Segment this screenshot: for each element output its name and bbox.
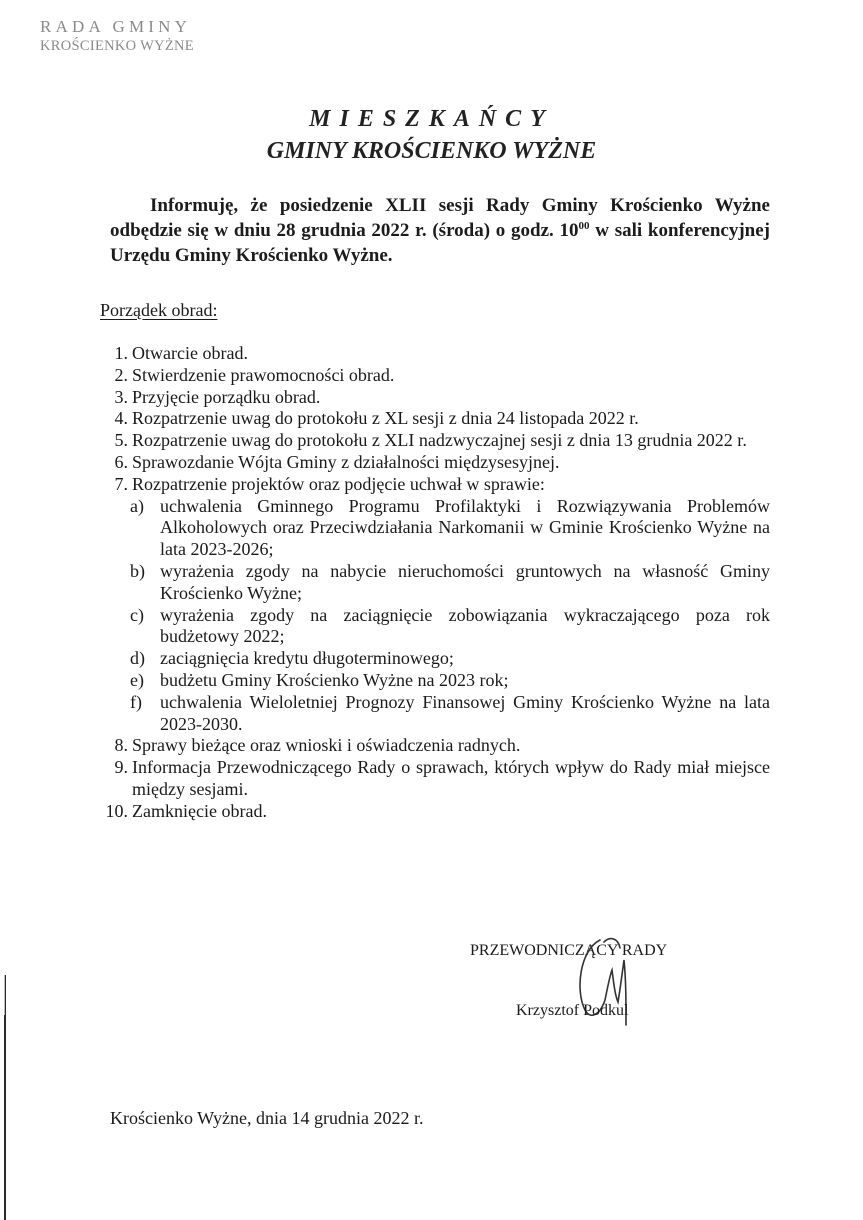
agenda-item xyxy=(100,408,770,430)
subitem-text: uchwalenia Gminnego Programu Profilaktyki i Rozwiązywania Problemów Alkoholowych oraz Przeciwdziałania Narkomanii w Gminie Krościenko Wyżne na lata 2023-2026; xyxy=(160,495,770,560)
item-number: 2. xyxy=(114,364,128,385)
item-number: 5. xyxy=(114,430,128,451)
agenda-item xyxy=(100,474,770,496)
letterhead xyxy=(40,18,194,54)
item-number: 10. xyxy=(105,800,128,821)
subitem-letter: d) xyxy=(130,648,145,669)
item-text: Rozpatrzenie uwag do protokołu z XLI nadzwyczajnej sesji z dnia 13 grudnia 2022 r. xyxy=(132,430,747,451)
item-text: Otwarcie obrad. xyxy=(132,343,248,363)
item-number: 1. xyxy=(114,343,128,363)
scan-edge-line-faint xyxy=(4,975,5,1015)
subitem-letter: f) xyxy=(130,691,142,712)
agenda-subitem xyxy=(130,496,770,561)
item-text: Sprawy bieżące oraz wnioski i oświadczenia radnych. xyxy=(132,735,521,756)
agenda-item xyxy=(100,343,770,365)
item-number: 4. xyxy=(114,408,128,429)
agenda-item xyxy=(100,430,770,452)
item-text: Rozpatrzenie uwag do protokołu z XL sesji z dnia 24 listopada 2022 r. xyxy=(132,408,639,429)
subitem-text: zaciągnięcia kredytu długoterminowego; xyxy=(160,648,454,669)
agenda-subitem xyxy=(130,692,770,736)
subitem-letter: b) xyxy=(130,560,145,581)
item-text: Informacja Przewodniczącego Rady o sprawach, których wpływ do Rady miał miejsce między sesjami. xyxy=(132,757,770,799)
agenda-subitem xyxy=(130,648,770,670)
announcement-paragraph xyxy=(110,193,770,268)
subitem-letter: a) xyxy=(130,495,144,516)
subitem-text: wyrażenia zgody na zaciągnięcie zobowiązania wykraczającego poza rok budżetowy 2022; xyxy=(160,604,770,647)
item-text: Zamknięcie obrad. xyxy=(132,800,267,821)
item-number: 3. xyxy=(114,386,128,407)
agenda-subitem xyxy=(130,605,770,649)
agenda-item xyxy=(100,801,770,823)
item-number: 9. xyxy=(114,757,128,778)
signatory-role: PRZEWODNICZĄCY RADY xyxy=(470,942,668,959)
signatory-name: Krzysztof Podkul xyxy=(516,1002,629,1019)
agenda-subitem xyxy=(130,561,770,605)
agenda-item xyxy=(100,452,770,474)
announcement-text-2: w sali konferencyjnej Urzędu Gminy Krościenko Wyżne. xyxy=(110,220,770,266)
subitem-letter: e) xyxy=(130,669,144,690)
agenda-item xyxy=(100,387,770,409)
subitem-letter: c) xyxy=(130,604,144,625)
item-text: Stwierdzenie prawomocności obrad. xyxy=(132,364,395,385)
agenda-item xyxy=(100,757,770,801)
subitem-text: wyrażenia zgody na nabycie nieruchomości gruntowych na własność Gminy Krościenko Wyżne; xyxy=(160,560,770,603)
item-number: 8. xyxy=(114,735,128,756)
subitem-text: uchwalenia Wieloletniej Prognozy Finansowej Gminy Krościenko Wyżne na lata 2023-2030. xyxy=(160,691,770,734)
agenda-list xyxy=(100,343,770,823)
announcement-text-1: Informuję, że posiedzenie XLII sesji Rady Gminy Krościenko Wyżne odbędzie się w dniu 28 grudnia 2022 r. (środa) o godz. 10 xyxy=(110,195,770,241)
agenda-item xyxy=(100,365,770,387)
item-number: 6. xyxy=(114,451,128,472)
agenda-subitem xyxy=(130,670,770,692)
agenda-item xyxy=(100,735,770,757)
title-residents: MIESZKAŃCY xyxy=(309,106,554,132)
item-text: Sprawozdanie Wójta Gminy z działalności międzysesyjnej. xyxy=(132,451,560,472)
agenda-heading: Porządek obrad: xyxy=(100,300,218,320)
place-and-date: Krościenko Wyżne, dnia 14 grudnia 2022 r. xyxy=(110,1108,424,1128)
letterhead-council: RADA GMINY xyxy=(40,17,192,36)
subitem-text: budżetu Gminy Krościenko Wyżne na 2023 rok; xyxy=(160,669,509,690)
time-superscript: 00 xyxy=(578,220,590,232)
item-number: 7. xyxy=(114,473,128,494)
title-municipality: GMINY KROŚCIENKO WYŻNE xyxy=(266,138,597,164)
letterhead-municipality: KROŚCIENKO WYŻNE xyxy=(40,38,194,54)
item-text: Przyjęcie porządku obrad. xyxy=(132,386,321,407)
item-text: Rozpatrzenie projektów oraz podjęcie uchwał w sprawie: xyxy=(132,473,545,494)
